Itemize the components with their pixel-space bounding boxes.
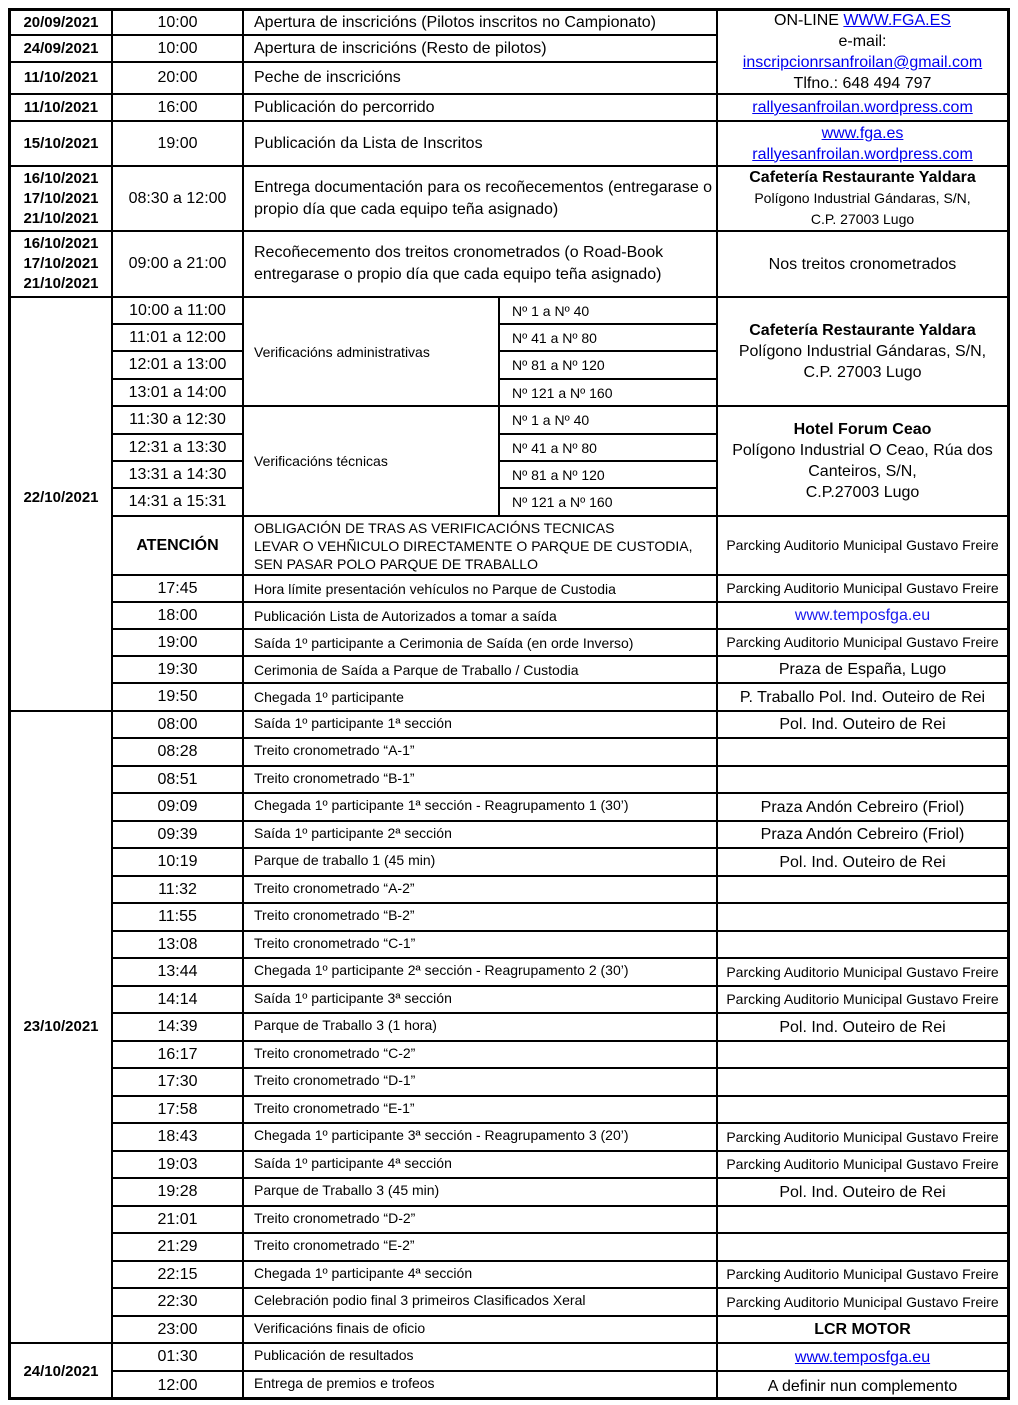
date-text: 21/10/2021 — [23, 209, 99, 227]
date-text: 16/10/2021 — [23, 235, 99, 252]
date-cell — [11, 95, 113, 122]
location-text: Praza Andón Cebreiro (Friol) — [760, 798, 965, 816]
date-text: 20/09/2021 — [23, 13, 99, 31]
activity-cell — [244, 1262, 718, 1289]
time-slot-cell — [113, 352, 244, 380]
time-slot-cell — [113, 435, 244, 462]
location-text: Parcking Auditorio Municipal Gustavo Freire — [726, 1128, 999, 1145]
time-cell — [113, 712, 244, 739]
entry-range-text: Nº 121 a Nº 160 — [512, 384, 613, 401]
activity-cell — [244, 1097, 718, 1124]
location-text: Nos treitos cronometrados — [768, 255, 957, 273]
activity-text: Treito cronometrado “A-2” — [254, 880, 415, 896]
location-cell — [718, 959, 1007, 987]
time-cell — [113, 1152, 244, 1179]
activity-cell — [244, 1207, 718, 1234]
time-cell — [113, 1289, 244, 1317]
time-cell — [113, 684, 244, 712]
date-text: 24/10/2021 — [23, 1363, 99, 1380]
time-cell — [113, 877, 244, 904]
time-cell — [113, 576, 244, 603]
activity-text: Publicación do percorrido — [254, 98, 435, 116]
time-text: 09:00 a 21:00 — [128, 255, 227, 272]
time-cell — [113, 932, 244, 959]
time-cell — [113, 822, 244, 849]
entry-range-text: Nº 41 a Nº 80 — [512, 439, 597, 456]
fga-link[interactable]: WWW.FGA.ES — [843, 12, 951, 29]
location-cell — [718, 407, 1007, 517]
location-cell — [718, 1262, 1007, 1289]
time-text: 22:30 — [157, 1293, 198, 1310]
time-text: 20:00 — [157, 69, 198, 86]
location-cell — [718, 849, 1007, 877]
time-slot-cell — [113, 298, 244, 325]
activity-cell — [244, 794, 718, 822]
activity-cell — [244, 739, 718, 767]
activity-cell — [244, 630, 718, 657]
activity-cell — [244, 63, 718, 95]
time-cell — [113, 1372, 244, 1400]
time-text: 13:01 a 14:00 — [128, 383, 227, 401]
activity-text: Hora límite presentación vehículos no Parque de Custodia — [254, 580, 616, 597]
activity-text: Saída 1º participante 1ª sección — [254, 715, 452, 731]
time-text: 13:44 — [157, 963, 198, 980]
activity-cell — [244, 11, 718, 36]
activity-cell — [244, 1069, 718, 1097]
activity-text: Chegada 1º participante 2ª sección - Reagrupamento 2 (30’) — [254, 962, 629, 978]
activity-cell — [244, 1234, 718, 1262]
activity-text: Treito cronometrado “B-1” — [254, 770, 415, 786]
activity-cell — [244, 1317, 718, 1344]
venue-postcode: C.P.27003 Lugo — [805, 484, 920, 501]
activity-text: Saída 1º participante 3ª sección — [254, 990, 452, 1006]
location-cell[interactable] — [718, 603, 1007, 630]
location-text: Parcking Auditorio Municipal Gustavo Freire — [726, 963, 999, 980]
time-cell — [113, 1097, 244, 1124]
time-cell — [113, 63, 244, 95]
activity-text: Saída 1º participante 4ª sección — [254, 1155, 452, 1171]
location-cell — [718, 767, 1007, 794]
location-cell — [718, 739, 1007, 767]
time-text: 10:19 — [157, 853, 198, 870]
location-cell — [718, 1124, 1007, 1152]
activity-text: Verificacións finais de oficio — [254, 1320, 426, 1336]
location-text: Parcking Auditorio Municipal Gustavo Freire — [726, 634, 999, 650]
entry-range-text: Nº 1 a Nº 40 — [512, 412, 590, 428]
time-cell — [113, 1069, 244, 1097]
time-text: 14:39 — [157, 1018, 198, 1035]
registration-contact-cell — [718, 11, 1007, 95]
location-text: Pol. Ind. Outeiro de Rei — [779, 1018, 946, 1036]
time-cell — [113, 904, 244, 932]
date-text: 11/10/2021 — [23, 69, 99, 86]
activity-text: Recoñecemento dos treitos cronometrados (o Road-Book entregarase o propio día que cada equipo teña asignado) — [254, 244, 664, 283]
fga-link[interactable]: www.fga.es — [821, 124, 904, 142]
activity-text: Saída 1º participante a Cerimonia de Saída (en orde Inverso) — [254, 634, 634, 651]
time-cell — [113, 1014, 244, 1042]
location-cell — [718, 1152, 1007, 1179]
time-cell — [113, 959, 244, 987]
entry-range-cell — [500, 462, 718, 489]
activity-text: Saída 1º participante 2ª sección — [254, 825, 452, 841]
time-text: 21:29 — [157, 1238, 198, 1255]
date-text: 22/10/2021 — [23, 489, 99, 506]
venue-postcode: C.P. 27003 Lugo — [810, 211, 915, 227]
location-text: Parcking Auditorio Municipal Gustavo Freire — [726, 991, 999, 1007]
activity-text: Treito cronometrado “D-2” — [254, 1210, 416, 1226]
activity-cell — [244, 684, 718, 712]
time-text: 01:30 — [157, 1348, 198, 1365]
wordpress-link[interactable]: rallyesanfroilan.wordpress.com — [752, 99, 973, 116]
activity-cell — [244, 877, 718, 904]
activity-cell — [244, 932, 718, 959]
entry-range-cell — [500, 489, 718, 517]
location-cell — [718, 712, 1007, 739]
time-text: 19:03 — [157, 1155, 198, 1173]
wordpress-link[interactable]: rallyesanfroilan.wordpress.com — [752, 145, 973, 163]
activity-text: Parque de traballo 1 (45 min) — [254, 852, 436, 868]
location-text: Praza de España, Lugo — [778, 661, 947, 678]
time-text: 14:31 a 15:31 — [128, 493, 227, 510]
time-text: 10:00 — [157, 13, 198, 31]
activity-cell — [244, 167, 718, 232]
location-cell — [718, 630, 1007, 657]
activity-cell — [244, 822, 718, 849]
time-text: 17:45 — [157, 579, 198, 597]
location-text: Pol. Ind. Outeiro de Rei — [779, 1183, 946, 1201]
activity-cell — [244, 122, 718, 167]
time-cell — [113, 1179, 244, 1207]
online-label: ON-LINE — [774, 12, 844, 29]
location-cell — [718, 1207, 1007, 1234]
activity-cell — [244, 603, 718, 630]
location-text: A definir nun complemento — [767, 1377, 958, 1395]
time-cell — [113, 1344, 244, 1372]
location-cell — [718, 298, 1007, 407]
location-cell — [718, 987, 1007, 1014]
location-cell — [718, 1014, 1007, 1042]
venue-address: Polígono Industrial Gándaras, S/N, — [754, 190, 971, 206]
entry-range-text: Nº 1 a Nº 40 — [512, 302, 590, 319]
location-text: Pol. Ind. Outeiro de Rei — [779, 716, 946, 733]
activity-text: Treito cronometrado “C-1” — [254, 935, 416, 951]
activity-cell — [244, 407, 500, 517]
location-cell — [718, 576, 1007, 603]
time-text: 09:09 — [157, 798, 198, 815]
time-cell — [113, 232, 244, 298]
date-text: 21/10/2021 — [23, 275, 99, 292]
date-cell — [11, 712, 113, 1344]
time-text: 17:58 — [157, 1100, 198, 1118]
location-text: Pol. Ind. Outeiro de Rei — [779, 853, 946, 871]
activity-cell — [244, 232, 718, 298]
entry-range-cell — [500, 298, 718, 325]
date-cell — [11, 232, 113, 298]
time-text: 19:30 — [157, 660, 198, 678]
date-text: 16/10/2021 — [23, 169, 99, 187]
time-slot-cell — [113, 489, 244, 517]
location-cell — [718, 657, 1007, 684]
time-text: 08:00 — [157, 715, 198, 733]
activity-cell — [244, 904, 718, 932]
location-cell — [718, 822, 1007, 849]
time-text: 13:31 a 14:30 — [128, 465, 227, 483]
time-cell — [113, 794, 244, 822]
date-cell — [11, 298, 113, 712]
time-text: 18:43 — [157, 1128, 198, 1145]
time-text: 16:17 — [157, 1045, 198, 1063]
activity-text: Chegada 1º participante 4ª sección — [254, 1265, 473, 1281]
time-text: 11:01 a 12:00 — [129, 328, 226, 346]
time-text: 19:00 — [157, 134, 198, 152]
entry-range-text: Nº 81 a Nº 120 — [512, 466, 605, 483]
location-cell — [718, 122, 1007, 167]
time-cell — [113, 122, 244, 167]
activity-cell — [244, 987, 718, 1014]
location-text: Parcking Auditorio Municipal Gustavo Freire — [726, 1293, 999, 1310]
activity-text: Publicación de resultados — [254, 1347, 414, 1363]
time-text: 19:28 — [157, 1183, 198, 1200]
time-text: 14:14 — [157, 990, 198, 1008]
time-cell — [113, 1207, 244, 1234]
activity-cell — [244, 95, 718, 122]
time-cell — [113, 849, 244, 877]
venue-postcode: C.P. 27003 Lugo — [803, 364, 922, 381]
venue-name: Hotel Forum Ceao — [793, 421, 932, 438]
location-text: Parcking Auditorio Municipal Gustavo Freire — [726, 1266, 999, 1282]
activity-cell — [244, 1344, 718, 1372]
time-cell — [113, 630, 244, 657]
activity-cell — [244, 1289, 718, 1317]
location-cell — [718, 517, 1007, 576]
activity-cell — [244, 767, 718, 794]
date-cell — [11, 36, 113, 63]
location-text: Parcking Auditorio Municipal Gustavo Freire — [726, 1156, 999, 1172]
time-text: 10:00 a 11:00 — [129, 301, 226, 319]
time-slot-cell — [113, 462, 244, 489]
activity-cell — [244, 1014, 718, 1042]
activity-text: Chegada 1º participante 1ª sección - Reagrupamento 1 (30’) — [254, 797, 629, 813]
location-cell — [718, 904, 1007, 932]
time-text: 11:55 — [158, 908, 197, 925]
activity-text: Apertura de inscricións (Resto de pilotos) — [254, 39, 547, 57]
venue-name: Cafetería Restaurante Yaldara — [749, 322, 976, 339]
date-cell — [11, 122, 113, 167]
activity-text: Parque de Traballo 3 (45 min) — [254, 1182, 440, 1198]
time-cell — [113, 1317, 244, 1344]
date-text: 17/10/2021 — [23, 189, 99, 207]
activity-cell — [244, 1179, 718, 1207]
date-text: 24/09/2021 — [23, 39, 99, 57]
activity-text: Treito cronometrado “E-1” — [254, 1100, 415, 1116]
location-cell — [718, 167, 1007, 232]
activity-cell — [244, 959, 718, 987]
activity-text: Peche de inscricións — [254, 69, 401, 86]
activity-text: Treito cronometrado “B-2” — [254, 907, 415, 923]
time-text: 08:51 — [157, 770, 198, 788]
schedule-table — [8, 8, 1010, 1400]
entry-range-text: Nº 41 a Nº 80 — [512, 329, 597, 346]
activity-text: Parque de Traballo 3 (1 hora) — [254, 1017, 437, 1033]
activity-cell — [244, 298, 500, 407]
activity-text: Verificacións técnicas — [254, 453, 388, 469]
activity-text: Publicación da Lista de Inscritos — [254, 134, 483, 152]
attention-line: OBLIGACIÓN DE TRAS AS VERIFICACIÓNS TECNICAS — [254, 519, 615, 536]
time-text: 11:30 a 12:30 — [129, 411, 226, 428]
venue-address: Polígono Industrial O Ceao, Rúa dos — [732, 442, 993, 459]
time-cell — [113, 767, 244, 794]
activity-text: Treito cronometrado “E-2” — [254, 1237, 415, 1253]
time-text: 19:50 — [157, 688, 198, 705]
date-text: 17/10/2021 — [23, 255, 99, 272]
activity-text: Chegada 1º participante — [254, 689, 404, 705]
location-cell — [718, 1179, 1007, 1207]
activity-cell — [244, 712, 718, 739]
activity-text: Verificacións administrativas — [254, 343, 430, 360]
entry-range-cell — [500, 352, 718, 380]
date-cell — [11, 11, 113, 36]
entry-range-cell — [500, 380, 718, 407]
location-cell — [718, 1372, 1007, 1400]
location-text: Praza Andón Cebreiro (Friol) — [760, 826, 965, 843]
activity-text: Treito cronometrado “D-1” — [254, 1072, 416, 1088]
location-cell — [718, 1042, 1007, 1069]
time-cell — [113, 1124, 244, 1152]
location-text: LCR MOTOR — [814, 1321, 911, 1338]
venue-address: Polígono Industrial Gándaras, S/N, — [738, 343, 987, 360]
time-text: 08:28 — [157, 743, 198, 760]
venue-address: Canteiros, S/N, — [808, 463, 917, 480]
date-text: 11/10/2021 — [23, 98, 99, 116]
time-cell — [113, 987, 244, 1014]
time-text: 08:30 a 12:00 — [128, 189, 227, 207]
location-text: P. Traballo Pol. Ind. Outeiro de Rei — [739, 688, 986, 706]
activity-text: Cerimonia de Saída a Parque de Traballo / Custodia — [254, 661, 579, 678]
activity-cell — [244, 1372, 718, 1400]
time-text: 22:15 — [157, 1265, 198, 1283]
time-cell — [113, 739, 244, 767]
temposfga-link[interactable]: www.temposfga.eu — [794, 1348, 931, 1366]
location-cell — [718, 1097, 1007, 1124]
location-cell — [718, 232, 1007, 298]
time-cell — [113, 1042, 244, 1069]
date-cell — [11, 1344, 113, 1400]
time-cell — [113, 1262, 244, 1289]
time-text: 16:00 — [157, 98, 198, 116]
location-cell — [718, 1289, 1007, 1317]
attention-label: ATENCIÓN — [136, 536, 219, 554]
activity-cell — [244, 1152, 718, 1179]
time-slot-cell — [113, 325, 244, 352]
location-cell — [718, 932, 1007, 959]
attention-line: SEN PASAR POLO PARQUE DE TRABALLO — [254, 555, 538, 572]
time-text: 23:00 — [157, 1320, 198, 1338]
location-cell[interactable] — [718, 1344, 1007, 1372]
time-text: 17:30 — [157, 1073, 198, 1090]
email-link[interactable]: inscripcionrsanfroilan@gmail.com — [742, 54, 983, 71]
time-cell — [113, 11, 244, 36]
activity-cell — [244, 36, 718, 63]
time-cell — [113, 36, 244, 63]
location-cell — [718, 794, 1007, 822]
temposfga-link[interactable]: www.temposfga.eu — [794, 607, 931, 624]
time-text: 09:39 — [157, 825, 198, 843]
entry-range-cell — [500, 325, 718, 352]
time-text: 19:00 — [157, 633, 198, 651]
location-cell — [718, 1234, 1007, 1262]
time-text: 12:00 — [157, 1377, 198, 1394]
attention-label-cell — [113, 517, 244, 576]
time-slot-cell — [113, 407, 244, 435]
activity-text: Entrega de premios e trofeos — [254, 1375, 435, 1391]
location-cell — [718, 95, 1007, 122]
time-cell — [113, 1234, 244, 1262]
venue-name: Cafetería Restaurante Yaldara — [749, 169, 976, 186]
entry-range-text: Nº 121 a Nº 160 — [512, 494, 613, 510]
date-cell — [11, 63, 113, 95]
location-cell — [718, 684, 1007, 712]
activity-text: Treito cronometrado “C-2” — [254, 1045, 416, 1061]
time-cell — [113, 167, 244, 232]
time-text: 12:31 a 13:30 — [128, 438, 227, 456]
time-cell — [113, 95, 244, 122]
time-text: 11:32 — [158, 880, 197, 898]
activity-text: Treito cronometrado “A-1” — [254, 742, 415, 758]
time-text: 10:00 — [157, 39, 198, 57]
time-slot-cell — [113, 380, 244, 407]
attention-text-cell — [244, 517, 718, 576]
time-cell — [113, 657, 244, 684]
activity-text: Celebración podio final 3 primeiros Clasificados Xeral — [254, 1292, 586, 1308]
phone-text: Tlfno.: 648 494 797 — [793, 75, 932, 92]
email-label: e-mail: — [838, 33, 887, 50]
time-text: 21:01 — [157, 1210, 198, 1228]
activity-cell — [244, 576, 718, 603]
activity-text: Apertura de inscricións (Pilotos inscritos no Campionato) — [254, 13, 656, 31]
activity-text: Publicación Lista de Autorizados a tomar a saída — [254, 607, 557, 624]
time-text: 18:00 — [157, 606, 198, 624]
activity-cell — [244, 1124, 718, 1152]
entry-range-text: Nº 81 a Nº 120 — [512, 357, 605, 373]
activity-cell — [244, 849, 718, 877]
activity-cell — [244, 1042, 718, 1069]
entry-range-cell — [500, 435, 718, 462]
time-text: 12:01 a 13:00 — [128, 356, 227, 373]
location-cell — [718, 1069, 1007, 1097]
activity-text: Entrega documentación para os recoñecementos (entregarase o propio día que cada equipo teña asignado) — [254, 178, 713, 218]
location-text: Parcking Auditorio Municipal Gustavo Freire — [726, 580, 999, 596]
date-cell — [11, 167, 113, 232]
activity-cell — [244, 657, 718, 684]
location-cell — [718, 1317, 1007, 1344]
location-cell — [718, 877, 1007, 904]
location-text: Parcking Auditorio Municipal Gustavo Freire — [726, 537, 999, 553]
entry-range-cell — [500, 407, 718, 435]
date-text: 15/10/2021 — [23, 134, 99, 152]
activity-text: Chegada 1º participante 3ª sección - Reagrupamento 3 (20’) — [254, 1127, 629, 1143]
date-text: 23/10/2021 — [23, 1018, 99, 1035]
time-cell — [113, 603, 244, 630]
time-text: 13:08 — [157, 935, 198, 953]
attention-line: LEVAR O VEHÑICULO DIRECTAMENTE O PARQUE DE CUSTODIA, — [254, 537, 693, 554]
